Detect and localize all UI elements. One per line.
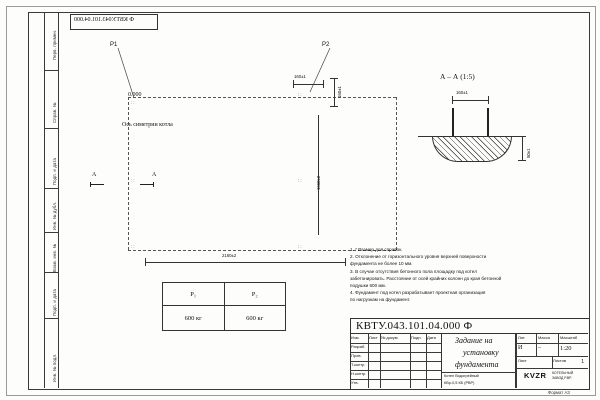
section-arrow-left-line: [90, 184, 104, 185]
header-lit: Лит.: [518, 335, 526, 340]
col-header-izm: Изм.: [351, 335, 360, 340]
dim-width-tick-left: [145, 258, 146, 266]
level-label: 0.000: [128, 92, 142, 98]
row-label-prov: Пров.: [351, 353, 362, 358]
anchor-mark-mid-left: : :: [131, 178, 135, 183]
col-header-list: Лист: [369, 335, 378, 340]
label-list: Лист: [518, 358, 527, 363]
section-mark-a-right: А: [152, 172, 157, 178]
section-arrow-right-line: [140, 184, 154, 185]
col-header-dokum: № докум.: [381, 335, 399, 340]
load-table-header-p2: Р₂: [224, 283, 286, 306]
top-code-text: Ф КВТУ.043.101.04.000: [74, 17, 135, 23]
designation-text: КВТУ.043.101.04.000 Ф: [356, 320, 473, 332]
load-table-value-p1: 600 кг: [163, 306, 225, 331]
left-margin-column-1: [28, 12, 45, 388]
left-margin-label-podp-data-2: Подп. и дата: [52, 288, 57, 316]
row-label-tkontr: Т.контр.: [351, 362, 366, 367]
dim-top-line: [293, 84, 323, 85]
dim-width-tick-right: [345, 258, 346, 266]
section-height-tick-top: [518, 136, 526, 137]
boiler-axis-label: Ось симетрии котла: [122, 122, 173, 128]
value-listov: 1: [581, 359, 584, 365]
dim-right-tick-bottom: [330, 106, 338, 107]
section-dim-height-label: 50±1: [526, 148, 531, 158]
left-margin-divider: [44, 272, 58, 273]
product-name: Котел Водогрейный: [444, 374, 479, 378]
header-massa: Масса: [538, 335, 550, 340]
section-mark-a-left: А: [92, 172, 97, 178]
dim-top-tick-right: [323, 80, 324, 88]
row-label-utv: Утв.: [351, 380, 359, 385]
row-label-nkontr: Н.контр.: [351, 371, 367, 376]
title-line-2: установку: [463, 348, 499, 357]
dim-width-label: 2160±2: [222, 253, 237, 258]
plan-left-edge: [128, 97, 129, 250]
note-4b: по нагрузкам на фундамент.: [350, 297, 411, 303]
note-3: 3. В случае отсутствия бетонного пола площадку под котел: [350, 268, 477, 274]
value-masshtab: 1:20: [560, 345, 572, 352]
value-list: [518, 359, 551, 367]
left-margin-label-perv-primen: Перв. примен.: [52, 29, 57, 60]
mark-p1-label: Р1: [110, 42, 118, 48]
section-height-tick-bottom: [518, 160, 526, 161]
anchor-mark-top-right: : :: [298, 92, 302, 97]
note-4: 4. Фундамент под котел разрабатывает проектная организация: [350, 290, 486, 296]
section-title: А – А (1:5): [440, 72, 475, 81]
left-margin-label-inv-dubl: Инв. № дубл.: [52, 201, 57, 230]
left-margin-divider: [44, 318, 58, 319]
title-line-1: Задание на: [455, 336, 493, 345]
section-arrow-right-tick: [153, 182, 154, 187]
section-arrow-left-tick: [90, 182, 91, 187]
left-margin-label-podp-data-1: Подп. и дата: [52, 157, 57, 185]
load-table: [162, 282, 286, 331]
anchor-mark-bottom-right: : :: [298, 244, 302, 249]
section-dim-line: [452, 100, 488, 101]
section-dim-tick-right: [488, 96, 489, 104]
dim-right-small-label: 160±1: [337, 86, 342, 98]
section-dim-tick-left: [452, 96, 453, 104]
left-margin-label-vzam-inv: Взам. инв. №: [52, 243, 57, 272]
value-massa: –: [538, 345, 541, 351]
note-1: 1. * Размер для справок.: [350, 247, 403, 252]
left-margin-label-sprav: Справ. №: [52, 102, 57, 123]
anchor-bolt-left: [452, 108, 454, 136]
anchor-bolt-right: [487, 108, 489, 136]
header-masshtab: Масштаб: [560, 335, 578, 340]
left-margin-label-inv-podl: Инв. № подл.: [52, 353, 57, 382]
company-logo: [524, 371, 546, 380]
title-line-3: фундамента: [455, 360, 499, 369]
section-height-dim-line: [522, 136, 523, 160]
col-header-data: Дата: [427, 335, 436, 340]
load-table-value-p2: 600 кг: [224, 306, 286, 331]
dim-height-label: 1660±2: [316, 175, 321, 190]
plan-right-edge: [396, 97, 397, 250]
company-logo-text: KVZR: [524, 371, 547, 380]
left-margin-column-2: [44, 12, 59, 388]
table-row: [163, 306, 286, 331]
left-margin-divider: [44, 232, 58, 233]
dim-right-line: [334, 78, 335, 106]
value-lit: И: [518, 345, 523, 351]
col-header-podp: Подп.: [411, 335, 422, 340]
left-margin-divider: [44, 128, 58, 129]
notes-block: [350, 246, 560, 304]
note-3c: подушки 600 мм.: [350, 283, 386, 289]
section-dim-width-label: 160±1: [456, 90, 468, 95]
note-3b: забетонировать. Расстояние от осей крайних колонн до края бетонной: [350, 275, 502, 281]
left-margin-divider: [44, 188, 58, 189]
mark-p2-label: Р2: [322, 42, 330, 48]
row-label-razrab: Разраб.: [351, 344, 366, 349]
sheet-format-label: Формат А3: [548, 390, 570, 395]
anchor-mark-top-left: : :: [131, 100, 135, 105]
note-2b: фундамента не более 10 мм.: [350, 261, 413, 267]
dim-right-tick-top: [330, 78, 338, 79]
dim-width-line: [145, 262, 345, 263]
anchor-mark-bottom-left: : :: [131, 244, 135, 249]
table-row: [163, 283, 286, 306]
company-sublabel: КОТЕЛЬНЫЙ ЗАВОД Р.ВР.: [552, 371, 574, 380]
left-margin-divider: [44, 70, 58, 71]
note-2: 2. Отклонение от горизонтального уровня верхней поверхности: [350, 254, 487, 260]
floor-line: [418, 136, 518, 137]
dim-top-tick-left: [293, 80, 294, 88]
label-listov: Листов: [553, 358, 566, 363]
load-table-header-p1: Р₁: [163, 283, 225, 306]
dim-top-small-label: 160±1: [294, 74, 306, 79]
anchor-mark-mid-right: : :: [298, 178, 302, 183]
product-code: КВр-0,5 КБ (РВР): [444, 381, 475, 385]
